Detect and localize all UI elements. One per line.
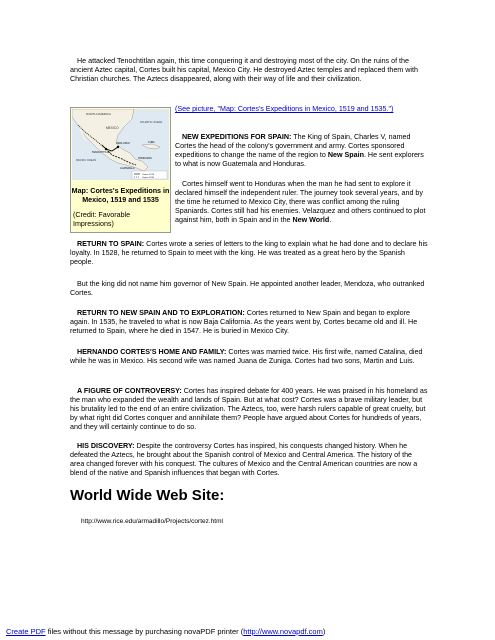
picture-link[interactable] — [175, 105, 425, 114]
controversy-paragraph: A FIGURE OF CONTROVERSY: Cortes has inspired debate for 400 years. He was praised in his homeland as the man who expanded the wealth and lands of Spain. But at what cost? Cortes was a brave military leader, but his brutality led to the end of an entire civilization. The Aztecs, too, were harsh rulers capable of great cruelty, but by what right did Cortes conquer and annihilate them? People have argued about Cortes for hundreds of years, and they will certainly continue to do so. — [70, 387, 428, 432]
www-heading: World Wide Web Site: — [70, 487, 225, 504]
novapdf-link[interactable]: http://www.novapdf.com — [243, 627, 323, 636]
return-to-spain-paragraph: RETURN TO SPAIN: Cortes wrote a series of letters to the king to explain what he had done and to declare his loyalty. In 1528, he returned to Spain to meet with the king. He was treated as a great hero by the Spanish people. — [70, 240, 428, 267]
discovery-paragraph: HIS DISCOVERY: Despite the controversy Cortes has inspired, his conquests changed history. When he defeated the Aztecs, he brought about the Spanish control of Mexico and Central America. The history of the area changed forever with his conquest. The cultures of Mexico and the Central American countries are now a blend of the native and Spanish influences that began with Cortes. — [70, 442, 418, 478]
return-to-spain-heading: RETURN TO SPAIN: — [77, 240, 145, 248]
map-image — [72, 109, 169, 180]
label-guatemala: GUATEMALA — [120, 167, 135, 170]
figure-credit: (Credit: Favorable Impressions) — [73, 211, 131, 229]
home-family-heading: HERNANDO CORTES'S HOME AND FAMILY: — [77, 348, 227, 356]
create-pdf-link[interactable]: Create PDF — [6, 627, 46, 636]
label-north-america: NORTH AMERICA — [86, 112, 111, 116]
label-pacific: PACIFIC OCEAN — [76, 159, 96, 162]
www-url: http://www.rice.edu/armadillo/Projects/cortez.html — [81, 518, 223, 525]
label-veracruz: VERA CRUZ — [116, 142, 130, 145]
picture-link-text[interactable]: (See picture, "Map: Cortes's Expeditions in Mexico, 1519 and 1535.") — [175, 105, 394, 113]
map-figure — [70, 107, 171, 233]
label-honduras: HONDURAS — [138, 157, 152, 160]
controversy-heading: A FIGURE OF CONTROVERSY: — [77, 387, 182, 395]
label-tenochtitlan: TENOCHTITLAN — [92, 151, 111, 154]
governor-paragraph: But the king did not name him governor of New Spain. He appointed another leader, Mendoza, who outranked Cortes. — [70, 280, 425, 298]
new-expeditions-heading: NEW EXPEDITIONS FOR SPAIN: — [182, 133, 292, 141]
label-atlantic: ATLANTIC OCEAN — [140, 121, 163, 124]
new-expeditions-paragraph: NEW EXPEDITIONS FOR SPAIN: The King of Spain, Charles V, named Cortes the head of the colony's government and army. Cortes sponsored expeditions to change the name of the region to New Spain. He sent explorers to what is now Guatemala and Honduras. — [175, 133, 424, 169]
return-to-new-spain-heading: RETURN TO NEW SPAIN AND TO EXPLORATION: — [77, 309, 245, 317]
label-cuba: CUBA — [148, 141, 155, 144]
intro-paragraph: He attacked Tenochtitlan again, this time conquering it and destroying most of the city. On the ruins of the ancient Aztec capital, Cortes built his capital, Mexico City. He destroyed Aztec temples and replaced them with Christian churches. The Aztecs disappeared, along with their way of life and their civilization. — [70, 57, 418, 84]
legend-1519: Cortes 1519 — [142, 174, 154, 176]
label-mexico: MEXICO — [106, 126, 119, 130]
figure-caption: Map: Cortes's Expeditions in Mexico, 1519 and 1535 — [71, 187, 170, 205]
legend-1535: Cortes 1535 — [142, 177, 154, 179]
return-to-new-spain-paragraph: RETURN TO NEW SPAIN AND TO EXPLORATION: Cortes returned to New Spain and began to explore again. In 1535, he traveled to what is now Baja California. As the years went by, Cortes became old and ill. He returned to Spain, where he died in 1547. He is buried in Mexico City. — [70, 309, 418, 336]
pdf-footer: Create PDF files without this message by purchasing novaPDF printer (http://www.novapdf.com) — [6, 627, 326, 636]
honduras-paragraph: Cortes himself went to Honduras when the man he had sent to explore it declared himself the independent ruler. The journey took several years, and by the time he returned to Mexico City, there was conflict among the ruling Spaniards. Cortes still had his enemies. Velazquez and others continued to plot against him, both in Spain and in the New World. — [175, 180, 426, 225]
home-family-paragraph: HERNANDO CORTES'S HOME AND FAMILY: Cortes was married twice. His first wife, named Catalina, died while he was in Mexico. His second wife was named Juana de Zuniga. Cortes had two sons, Martin and Luis. — [70, 348, 423, 366]
discovery-heading: HIS DISCOVERY: — [77, 442, 135, 450]
